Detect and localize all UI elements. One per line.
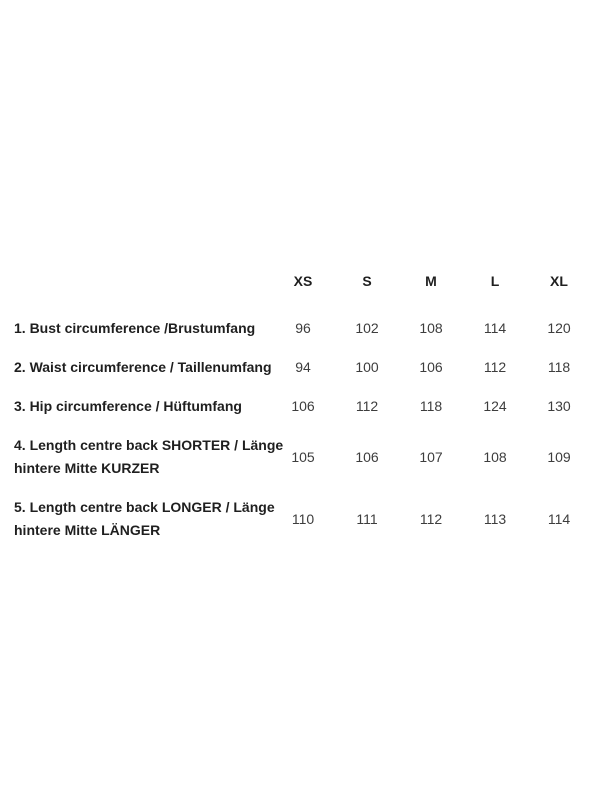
size-header-row bbox=[0, 270, 591, 309]
size-value: 112 bbox=[419, 510, 443, 527]
size-value: 108 bbox=[483, 448, 507, 465]
size-value: 107 bbox=[419, 448, 443, 465]
size-value: 102 bbox=[355, 320, 379, 336]
size-value: 111 bbox=[356, 510, 378, 527]
measurement-label-line: 1. Bust circumference /Brustumfang bbox=[14, 320, 256, 336]
size-value: 120 bbox=[547, 320, 571, 336]
measurement-label-line: 3. Hip circumference / Hüftumfang bbox=[14, 398, 242, 414]
size-value: 96 bbox=[295, 320, 311, 336]
size-value: 106 bbox=[355, 448, 379, 465]
size-value: 114 bbox=[483, 320, 507, 336]
size-value: 124 bbox=[483, 398, 507, 414]
size-value: 100 bbox=[355, 359, 379, 375]
measurement-label bbox=[0, 488, 275, 550]
measurement-row-waist bbox=[0, 348, 591, 387]
size-value: 105 bbox=[291, 448, 315, 465]
size-value: 94 bbox=[295, 359, 311, 375]
measurement-label-line: 4. Length centre back SHORTER / Länge bbox=[14, 437, 284, 453]
size-value: 106 bbox=[419, 359, 443, 375]
measurement-label bbox=[0, 309, 271, 348]
size-value: 113 bbox=[483, 510, 507, 527]
size-header-m: M bbox=[425, 273, 437, 289]
size-header-s: S bbox=[362, 273, 372, 289]
size-chart-table bbox=[0, 270, 591, 550]
measurement-label-line: 2. Waist circumference / Taillenumfang bbox=[14, 359, 272, 375]
measurement-row-bust bbox=[0, 309, 591, 348]
measurement-label bbox=[0, 387, 271, 426]
measurement-row-back-length-shorter bbox=[0, 426, 591, 488]
size-value: 110 bbox=[291, 510, 315, 527]
size-value: 112 bbox=[355, 398, 379, 414]
measurement-label bbox=[0, 426, 284, 488]
size-value: 112 bbox=[483, 359, 507, 375]
size-value: 114 bbox=[547, 510, 571, 527]
size-value: 108 bbox=[419, 320, 443, 336]
size-header-xs: XS bbox=[293, 273, 313, 289]
size-chart-container bbox=[0, 270, 591, 550]
size-value: 118 bbox=[419, 398, 443, 414]
size-value: 118 bbox=[547, 359, 571, 375]
measurement-label-line: 5. Length centre back LONGER / Länge bbox=[14, 499, 275, 515]
size-header-l: L bbox=[490, 273, 500, 289]
size-header-xl: XL bbox=[550, 273, 568, 289]
measurement-label-line: hintere Mitte KURZER bbox=[14, 460, 160, 476]
measurement-label-line: hintere Mitte LÄNGER bbox=[14, 522, 161, 538]
size-value: 130 bbox=[547, 398, 571, 414]
measurement-row-hip bbox=[0, 387, 591, 426]
size-value: 106 bbox=[291, 398, 315, 414]
measurement-label bbox=[0, 348, 271, 387]
corner-cell bbox=[0, 270, 271, 309]
size-value: 109 bbox=[547, 448, 571, 465]
measurement-row-back-length-longer bbox=[0, 488, 591, 550]
